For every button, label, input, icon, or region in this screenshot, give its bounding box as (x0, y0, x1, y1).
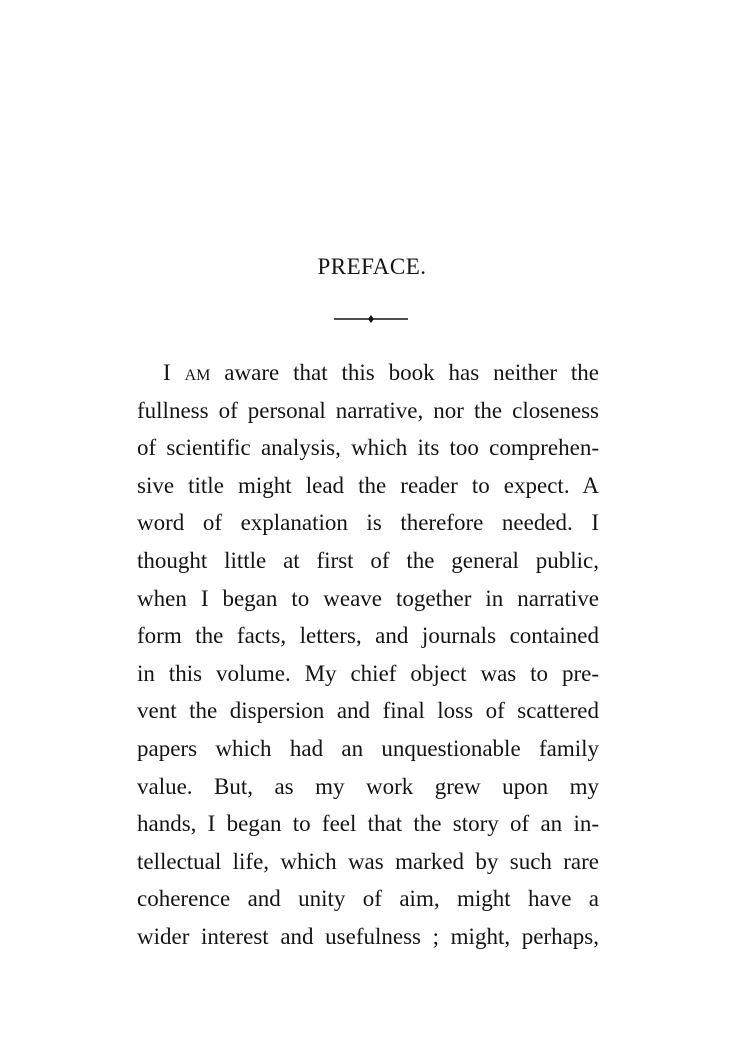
text-line-5: word of explanation is therefore needed. I (137, 510, 599, 536)
text-line-4: sive title might lead the reader to expect. A (137, 472, 599, 498)
text-line-11: papers which had an unquestionable family (137, 735, 599, 761)
text-line-14: tellectual life, which was marked by such rare (137, 848, 599, 874)
text-line-13: hands, I began to feel that the story of an in- (137, 811, 599, 837)
text-line-9: in this volume. My chief object was to pre- (137, 660, 599, 686)
ornamental-rule (334, 312, 408, 326)
small-caps-word: am (184, 360, 211, 385)
text-line-3: of scientific analysis, which its too comprehen- (137, 435, 599, 461)
preface-body (137, 354, 599, 956)
text-line-10: vent the dispersion and final loss of scattered (137, 698, 599, 724)
text-line-2: fullness of personal narrative, nor the closeness (137, 397, 599, 423)
text-line-16: wider interest and usefulness ; might, perhaps, (137, 923, 599, 949)
preface-title: PREFACE. (317, 254, 427, 279)
text-line-8: form the facts, letters, and journals contained (137, 623, 599, 649)
first-line-rest: aware that this book has neither the (210, 360, 600, 385)
text-line-12: value. But, as my work grew upon my (137, 773, 599, 799)
text-line-1 (137, 354, 599, 392)
text-line-6: thought little at first of the general public, (137, 547, 599, 573)
first-word: I (163, 360, 171, 385)
text-line-7: when I began to weave together in narrative (137, 585, 599, 611)
text-line-15: coherence and unity of aim, might have a (137, 886, 599, 912)
